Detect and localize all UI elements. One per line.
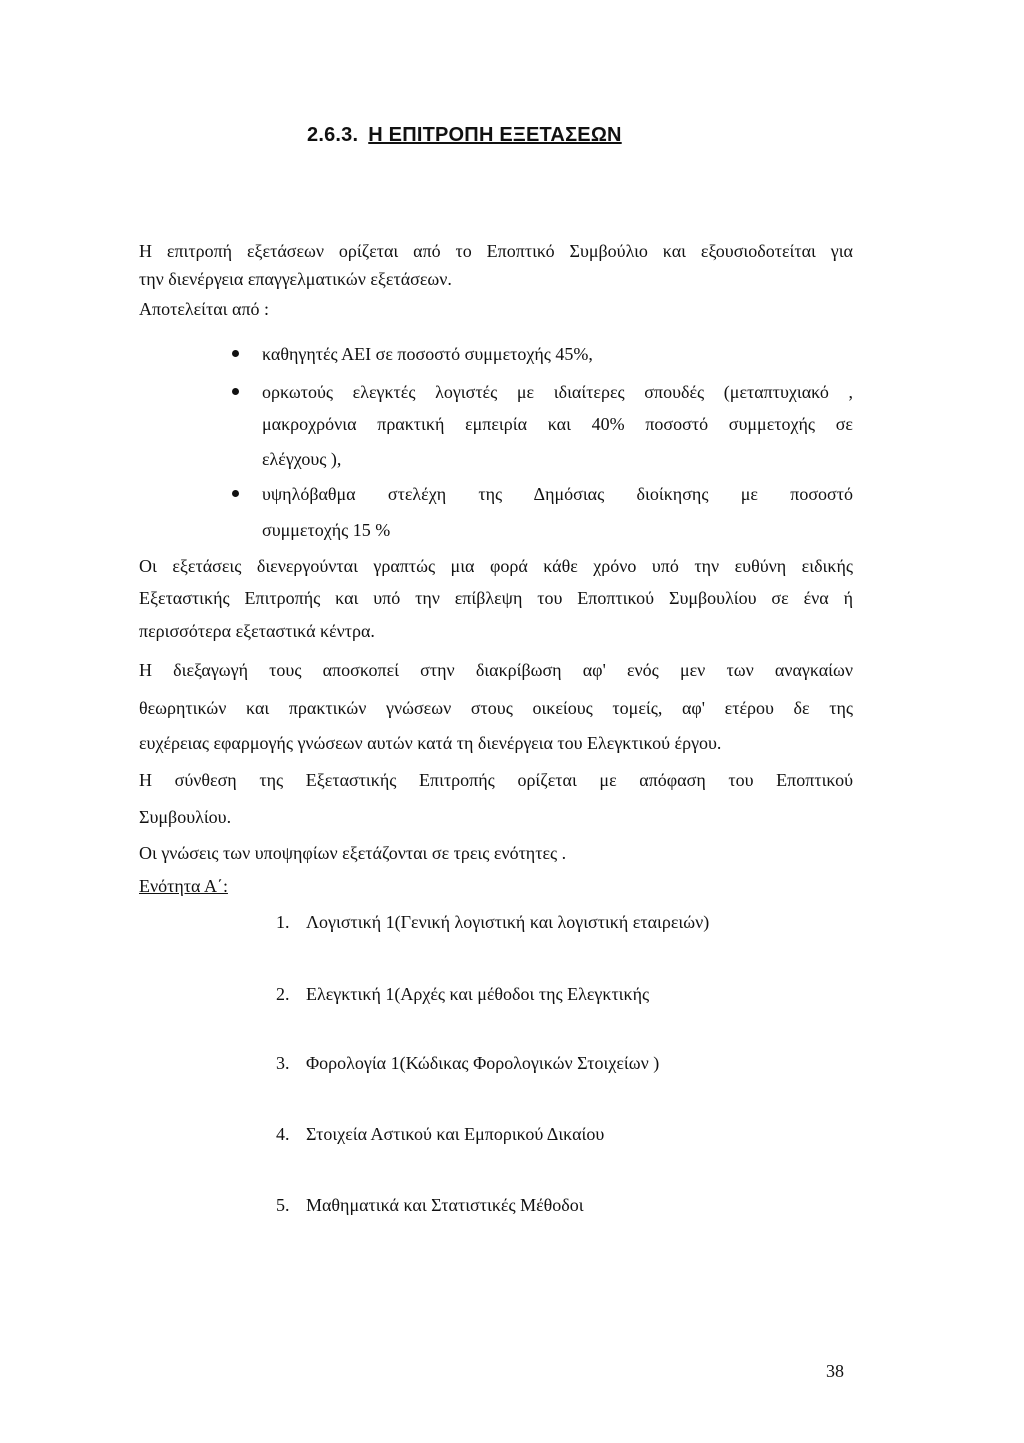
composition-line-1: Η σύνθεση της Εξεταστικής Επιτροπής ορίζεται με απόφαση του Εποπτικού [139,770,853,790]
exams-line-3: περισσότερα εξεταστικά κέντρα. [139,621,375,641]
bullet-professors: καθηγητές ΑΕΙ σε ποσοστό συμμετοχής 45%, [262,344,593,364]
bullet-auditors-line-3: ελέγχους ), [262,449,342,469]
section-title: Η ΕΠΙΤΡΟΠΗ ΕΞΕΤΑΣΕΩΝ [368,124,622,146]
subject-item: Φορολογία 1(Κώδικας Φορολογικών Στοιχείων ) [306,1053,660,1073]
consists-of-label: Αποτελείται από : [139,299,270,319]
intro-line-1: Η επιτροπή εξετάσεων ορίζεται από το Εποπτικό Συμβούλιο και εξουσιοδοτείται για [139,241,853,261]
section-number: 2.6.3. [307,124,359,146]
bullet-officials-line-1: υψηλόβαθμα στελέχη της Δημόσιας διοίκησης με ποσοστό [262,484,853,504]
subject-number: 2. [276,984,290,1004]
bullet-icon [232,350,239,357]
exams-line-2: Εξεταστικής Επιτροπής και υπό την επίβλεψη του Εποπτικού Συμβουλίου σε ένα ή [139,588,853,608]
bullet-auditors-line-2: μακροχρόνια πρακτική εμπειρία και 40% ποσοστό συμμετοχής σε [262,414,853,434]
subject-number: 3. [276,1053,290,1073]
conduct-line-1: Η διεξαγωγή τους αποσκοπεί στην διακρίβωση αφ' ενός μεν των αναγκαίων [139,660,853,680]
intro-line-2: την διενέργεια επαγγελματικών εξετάσεων. [139,269,452,289]
subject-number: 5. [276,1195,290,1215]
subject-number: 1. [276,912,290,932]
conduct-line-2: θεωρητικών και πρακτικών γνώσεων στους οικείους τομείς, αφ' ετέρου δε της [139,698,853,718]
composition-line-2: Συμβουλίου. [139,807,232,827]
subject-item: Ελεγκτική 1(Αρχές και μέθοδοι της Ελεγκτικής [306,984,650,1004]
subject-item: Στοιχεία Αστικού και Εμπορικού Δικαίου [306,1124,605,1144]
bullet-icon [232,490,239,497]
subject-item: Λογιστική 1(Γενική λογιστική και λογιστική εταιρειών) [306,912,710,932]
section-a-label: Ενότητα Α΄: [139,876,228,896]
exams-line-1: Οι εξετάσεις διενεργούνται γραπτώς μια φορά κάθε χρόνο υπό την ευθύνη ειδικής [139,556,853,576]
section-heading [307,124,622,147]
subject-item: Μαθηματικά και Στατιστικές Μέθοδοι [306,1195,584,1215]
bullet-officials-line-2: συμμετοχής 15 % [262,520,391,540]
subject-number: 4. [276,1124,290,1144]
knowledge-sections: Οι γνώσεις των υποψηφίων εξετάζονται σε τρεις ενότητες . [139,843,567,863]
page-number: 38 [826,1361,844,1381]
conduct-line-3: ευχέρειας εφαρμογής γνώσεων αυτών κατά τη διενέργεια του Ελεγκτικού έργου. [139,733,722,753]
bullet-icon [232,388,239,395]
bullet-auditors-line-1: ορκωτούς ελεγκτές λογιστές με ιδιαίτερες σπουδές (μεταπτυχιακό , [262,382,853,402]
